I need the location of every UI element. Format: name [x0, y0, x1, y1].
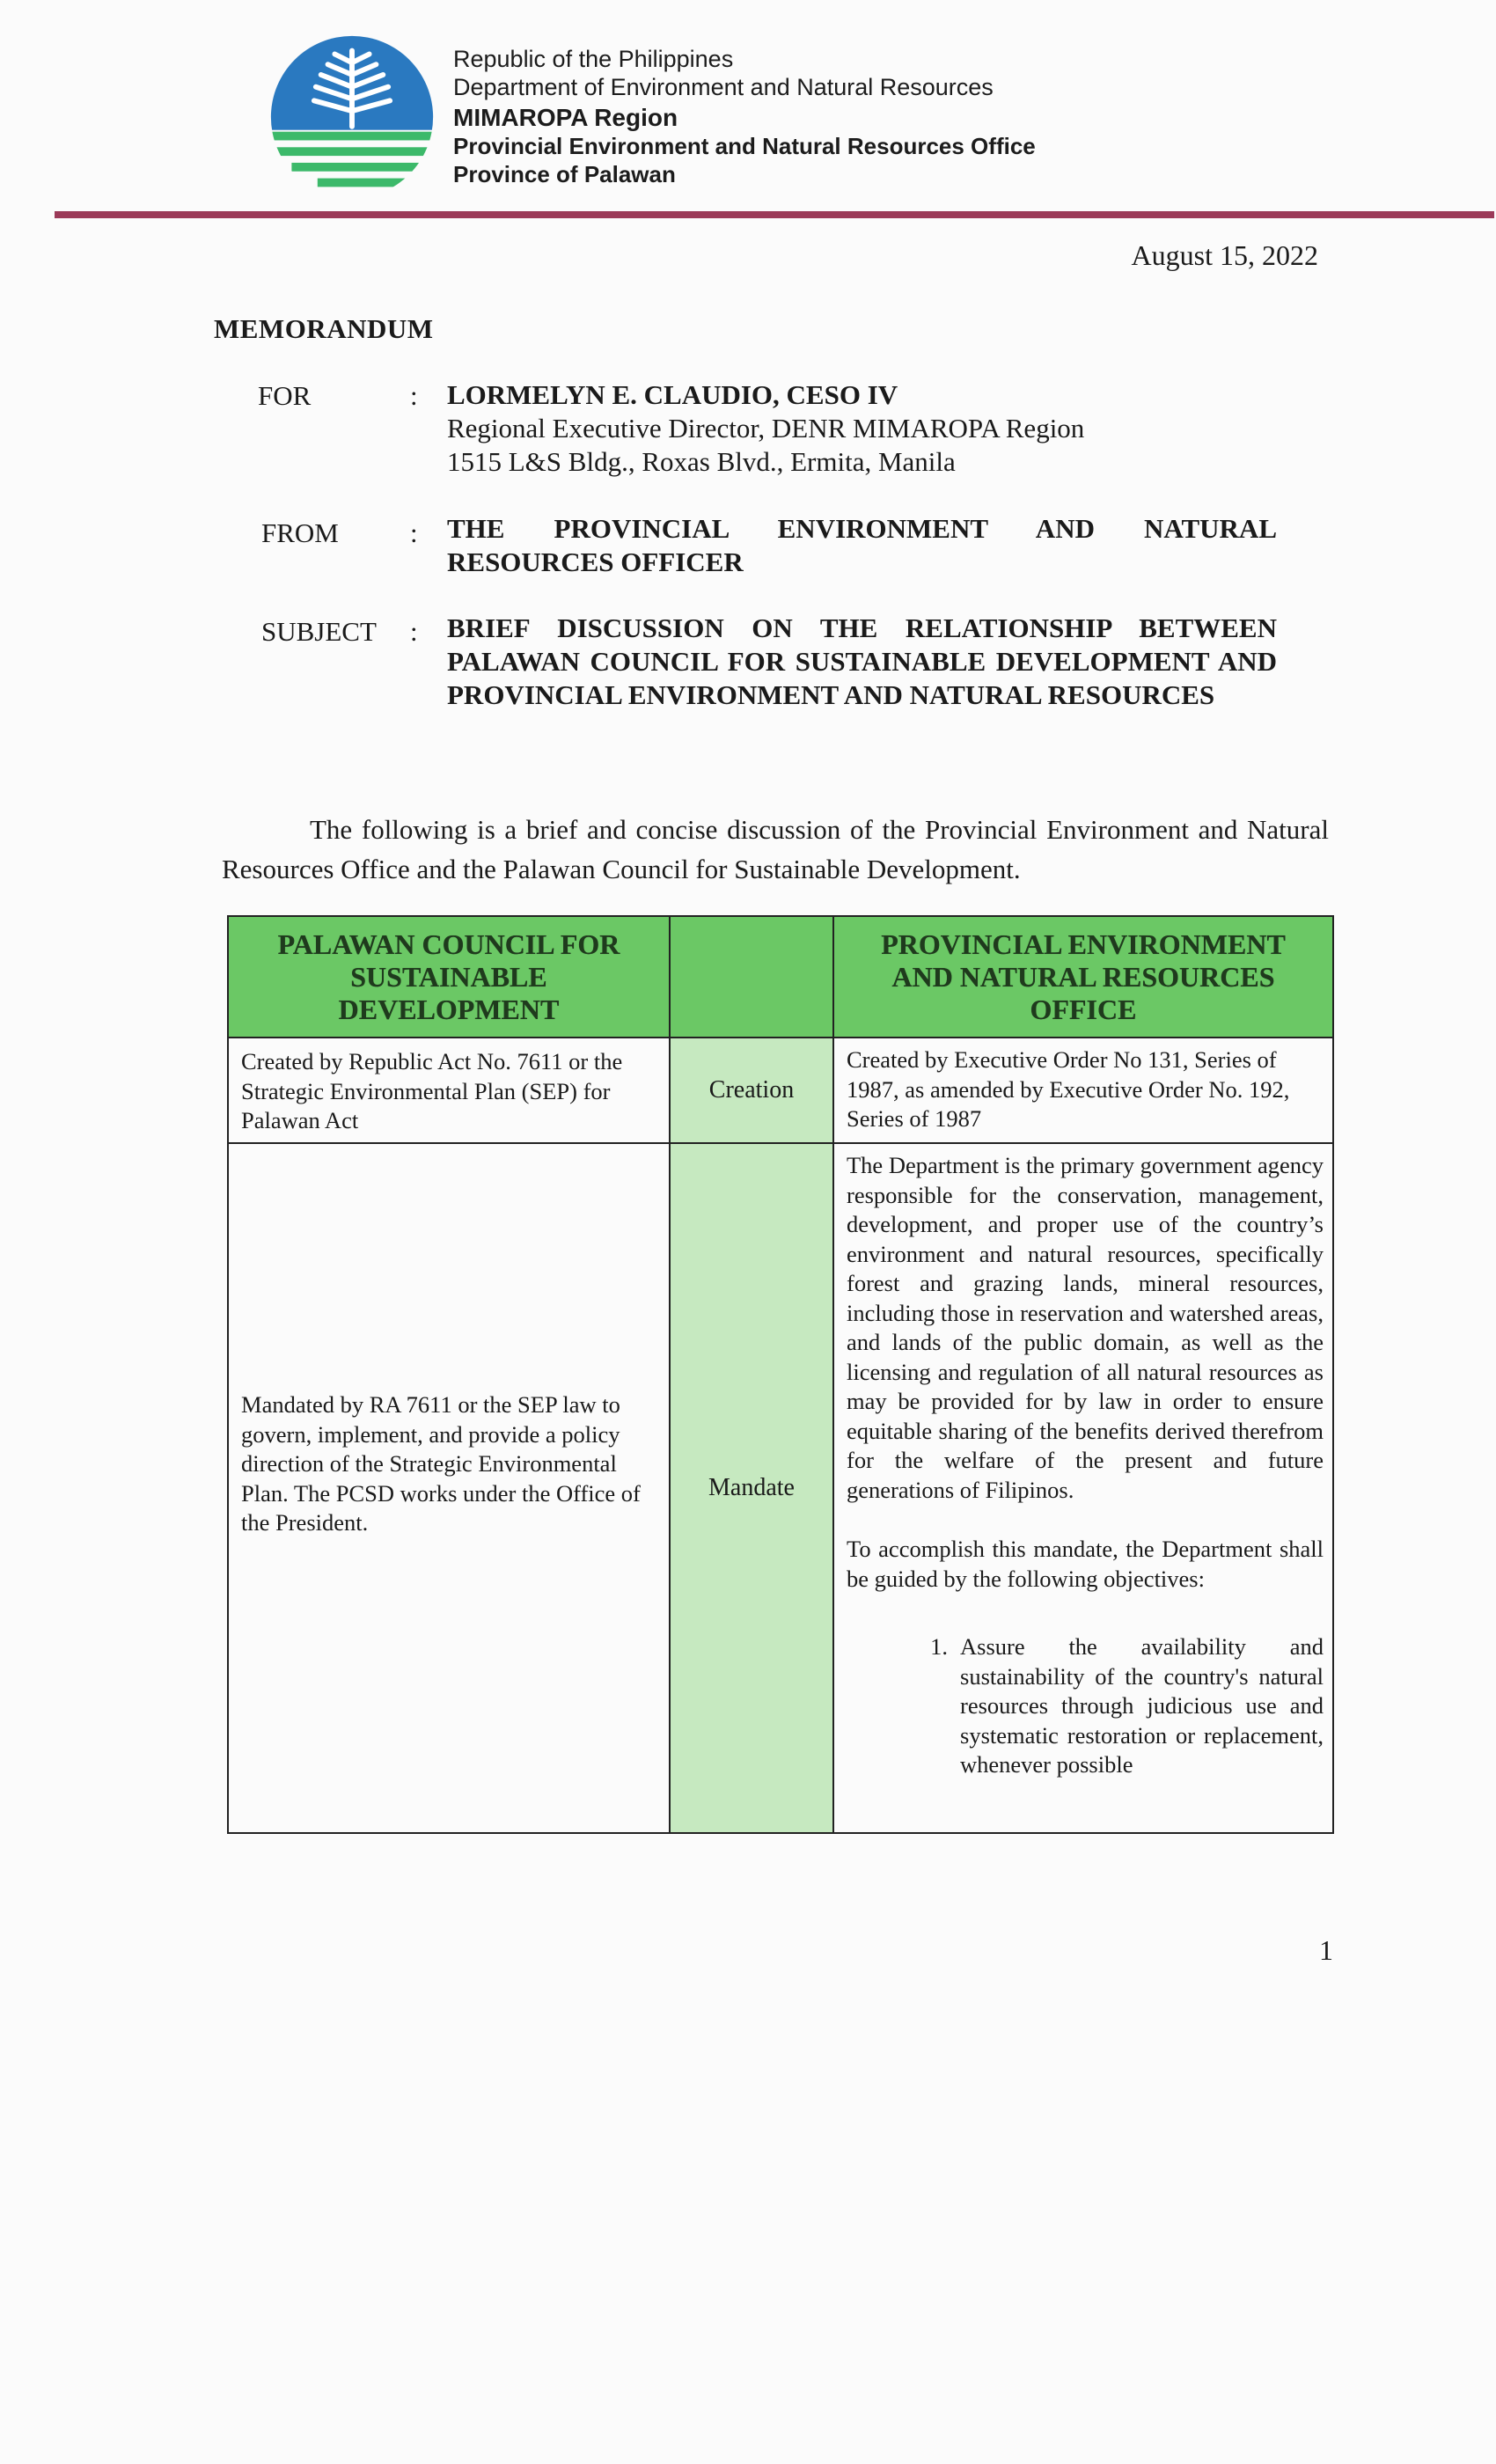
for-recipient-address: 1515 L&S Bldg., Roxas Blvd., Ermita, Manila [447, 446, 956, 477]
creation-label: Creation [670, 1038, 833, 1143]
for-recipient-name: LORMELYN E. CLAUDIO, CESO IV [447, 379, 898, 410]
mandate-penro-paragraph: The Department is the primary government agency responsible for the conservation, management, development, and proper use of the country’s environment and natural resources, specifically forest and grazing lands, mineral resources, including those in reservation and watershed areas, and lands of the public domain, as well as the licensing and regulation of all natural resources as may be provided for by law in order to ensure equitable sharing of the benefits derived therefrom for the welfare of the present and future generations of Filipinos. [847, 1152, 1324, 1503]
intro-paragraph: The following is a brief and concise discussion of the Provincial Environment and Natural Resources Office and the Palawan Council for Sustainable Development. [222, 814, 1329, 884]
letterhead-province: Province of Palawan [453, 161, 676, 187]
letterhead-region: MIMAROPA Region [453, 104, 678, 131]
letterhead-republic: Republic of the Philippines [453, 46, 734, 72]
for-label: FOR [258, 380, 312, 411]
table-row-mandate [228, 1143, 1333, 1833]
subject-value: BRIEF DISCUSSION ON THE RELATIONSHIP BETWEEN PALAWAN COUNCIL FOR SUSTAINABLE DEVELOPMENT AND PROVINCIAL ENVIRONMENT AND NATURAL RESOURCES [447, 612, 1277, 710]
memo-date: August 15, 2022 [1131, 239, 1318, 271]
table-header-row [228, 916, 1333, 1038]
objective-text: Assure the availability and sustainability of the country's natural resources through judicious use and systematic restoration or replacement, whenever possible [960, 1633, 1324, 1778]
creation-penro: Created by Executive Order No 131, Series of 1987, as amended by Executive Order No. 192, Series of 1987 [833, 1038, 1333, 1143]
subject-label: SUBJECT [261, 616, 377, 647]
from-colon: : [410, 517, 418, 548]
creation-pcsd: Created by Republic Act No. 7611 or the Strategic Environmental Plan (SEP) for Palawan Act [228, 1038, 670, 1143]
header-attribute [670, 916, 833, 1038]
letterhead-department: Department of Environment and Natural Resources [453, 74, 994, 100]
for-colon: : [410, 380, 418, 411]
subject-colon: : [410, 616, 418, 647]
letterhead-divider [55, 211, 1494, 218]
letterhead-office: Provincial Environment and Natural Resources Office [453, 133, 1036, 159]
memo-title: MEMORANDUM [214, 313, 434, 344]
mandate-label: Mandate [670, 1143, 833, 1833]
header-pcsd: PALAWAN COUNCIL FOR SUSTAINABLE DEVELOPMENT [228, 916, 670, 1038]
denr-logo-icon [266, 33, 438, 201]
mandate-penro-objectives-intro: To accomplish this mandate, the Department shall be guided by the following objectives: [847, 1536, 1324, 1592]
comparison-table [227, 915, 1334, 1834]
from-label: FROM [261, 517, 339, 548]
table-row-creation [228, 1038, 1333, 1143]
from-value: THE PROVINCIAL ENVIRONMENT AND NATURAL RESOURCES OFFICER [447, 513, 1277, 577]
mandate-penro [833, 1143, 1333, 1833]
objective-list-item [847, 1632, 1324, 1780]
for-recipient-title: Regional Executive Director, DENR MIMAROPA Region [447, 413, 1085, 444]
mandate-pcsd: Mandated by RA 7611 or the SEP law to govern, implement, and provide a policy direction of the Strategic Environmental Plan. The PCSD works under the Office of the President. [228, 1143, 670, 1833]
for-value [447, 378, 1277, 479]
page-number: 1 [1319, 1934, 1333, 1966]
header-penro: PROVINCIAL ENVIRONMENT AND NATURAL RESOURCES OFFICE [833, 916, 1333, 1038]
objective-number: 1. [930, 1633, 948, 1660]
